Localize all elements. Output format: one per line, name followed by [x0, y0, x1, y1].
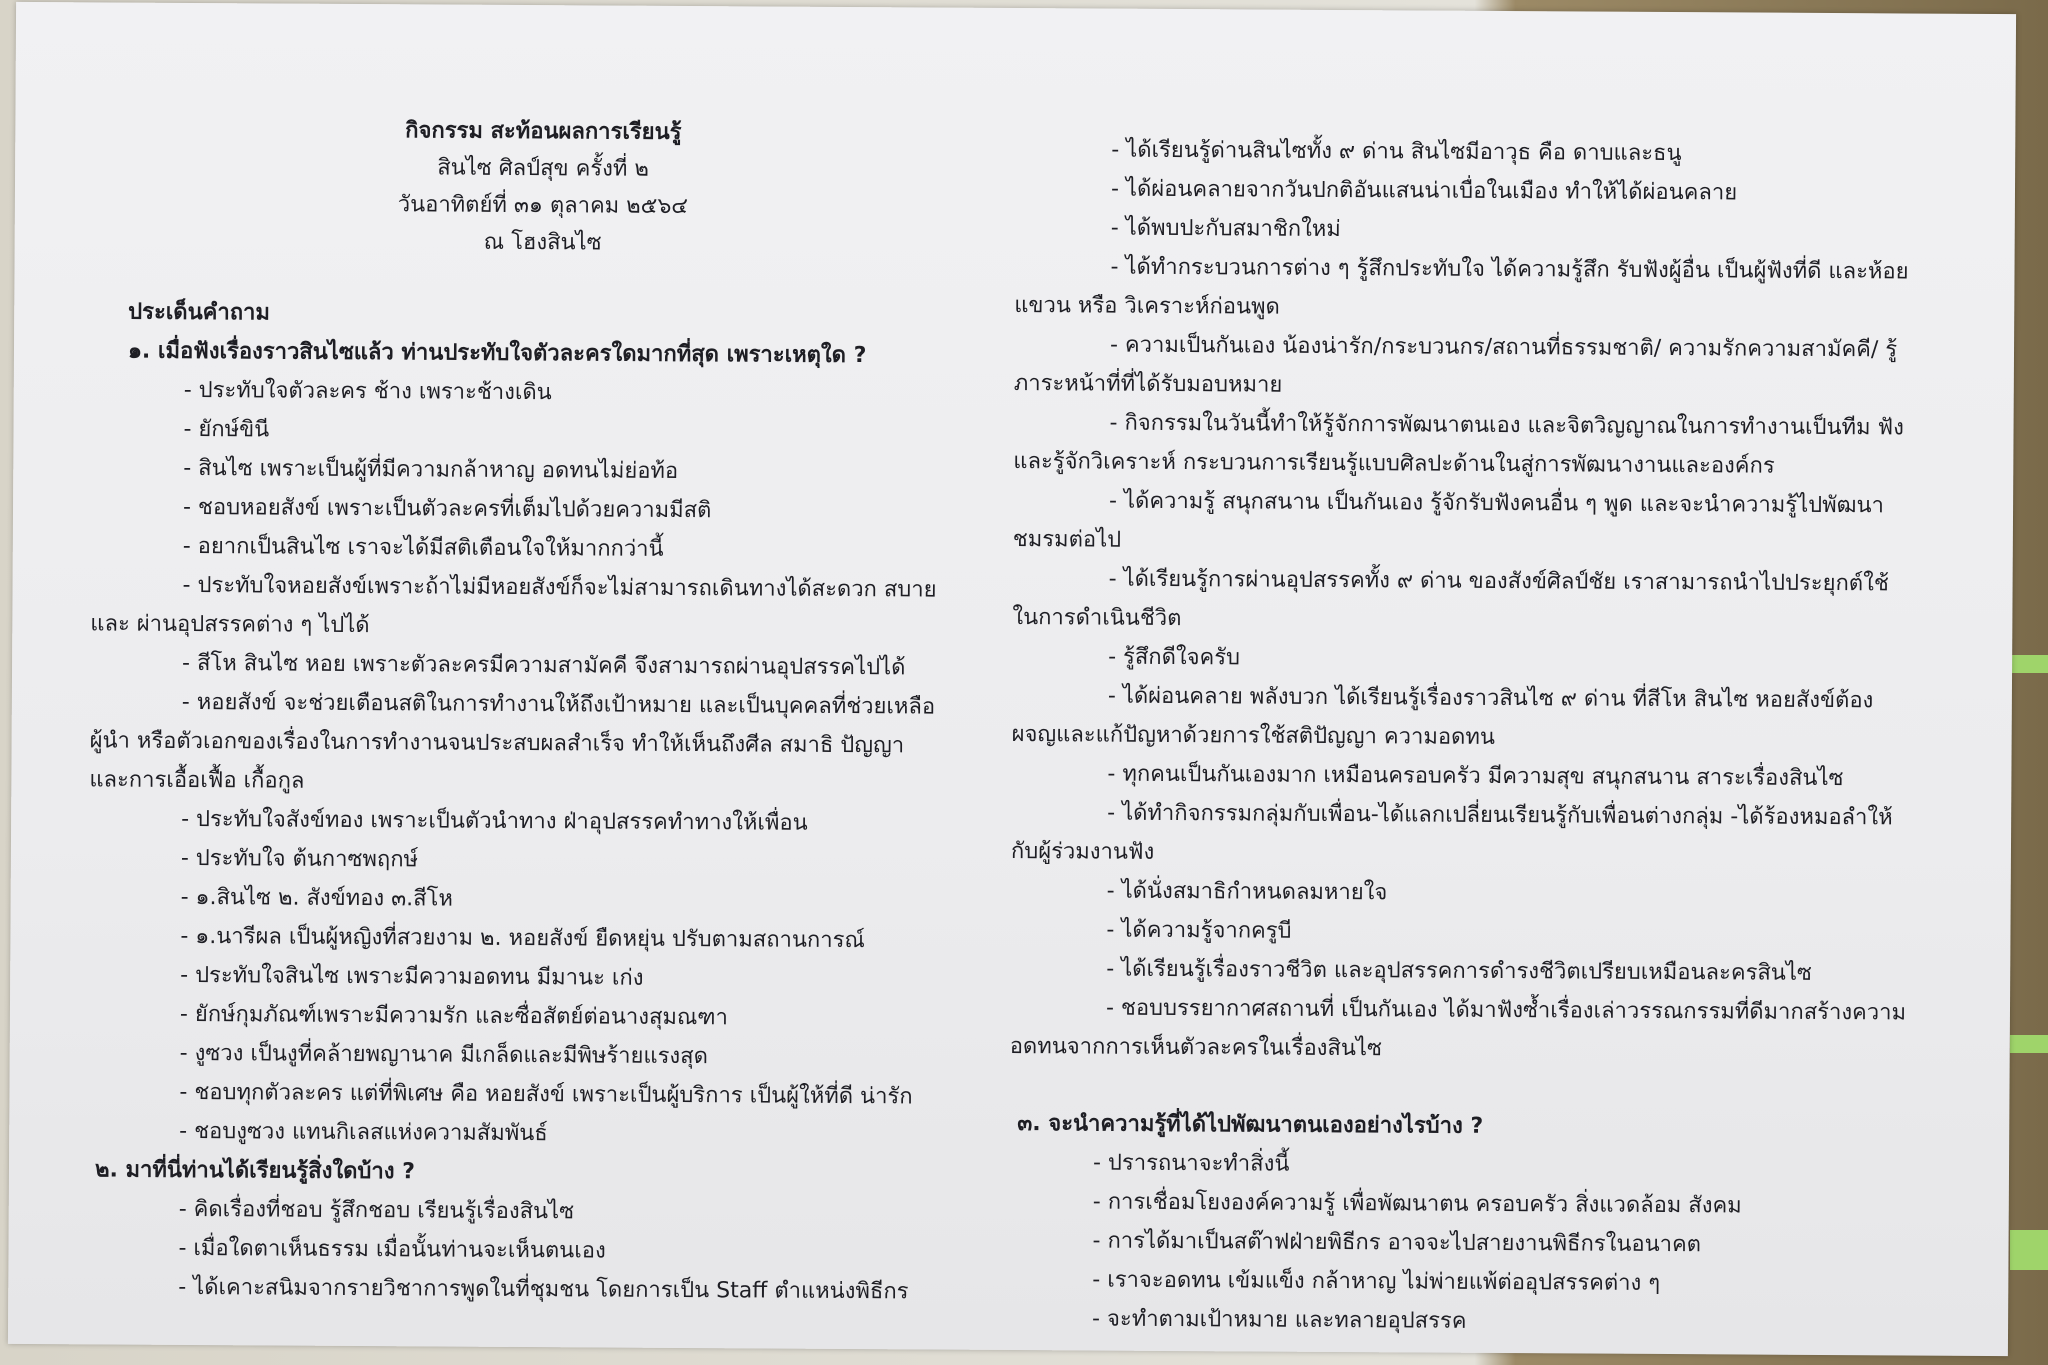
right-column [1008, 130, 1915, 1343]
background-green-strip [2010, 1035, 2048, 1053]
question-2: ๒. มาที่นี่ท่านได้เรียนรู้สิ่งใดบ้าง ? [94, 1157, 415, 1185]
list-item: - ประทับใจตัวละคร ช้าง เพราะช้างเดิน [183, 377, 552, 406]
list-item: - ได้เรียนรู้การผ่านอุปสรรคทั้ง ๙ ด่าน ของสังข์ศิลป์ชัย เราสามารถนำไปประยุกต์ใช้ในการดำเนินชีวิต [1012, 566, 1889, 632]
list-item: - ประทับใจ ต้นกาซพฤกษ์ [180, 845, 419, 873]
list-item: - ได้ผ่อนคลายจากวันปกติอันแสนน่าเบื่อในเมือง ทำให้ได้ผ่อนคลาย [1110, 176, 1738, 206]
list-item: - รู้สึกดีใจครับ [1108, 644, 1241, 671]
list-item: - กิจกรรมในวันนี้ทำให้รู้จักการพัฒนาตนเอง และจิตวิญญาณในการทำงานเป็นทีม ฟังและรู้จักวิเคราะห์ กระบวนการเรียนรู้แบบศิลปะด้านในสู่การพัฒนางานและองค์กร [1013, 410, 1904, 479]
section-label: ประเด็นคำถาม [128, 299, 271, 326]
list-item: - ยักษ์ขินี [183, 416, 270, 443]
question-3: ๓. จะนำความรู้ที่ได้ไปพัฒนาตนเองอย่างไรบ้าง ? [1017, 1111, 1484, 1139]
list-item: - ได้เรียนรู้เรื่องราวชีวิต และอุปสรรคการดำรงชีวิตเปรียบเหมือนละครสินไซ [1106, 956, 1812, 986]
list-item: - ได้ความรู้จากครูบี [1106, 917, 1292, 944]
list-item: - ได้ทำกระบวนการต่าง ๆ รู้สึกประทับใจ ได้ความรู้สึก รับฟังผู้อื่น เป็นผู้ฟังที่ดี และห้อยแขวน หรือ วิเคราะห์ก่อนพูด [1014, 254, 1909, 320]
list-item: - ปรารถนาจะทำสิ่งนี้ [1092, 1150, 1290, 1177]
background-green-strip [2010, 655, 2048, 673]
list-item: - การเชื่อมโยงองค์ความรู้ เพื่อพัฒนาตน ครอบครัว สิ่งแวดล้อม สังคม [1092, 1189, 1742, 1219]
list-item: - ได้เคาะสนิมจากรายวิชาการพูดในที่ชุมชน โดยการเป็น Staff ตำแหน่งพิธีกร [178, 1274, 909, 1305]
list-item: - ได้ผ่อนคลาย พลังบวก ได้เรียนรู้เรื่องราวสินไซ ๙ ด่าน ที่สีโห สินไซ หอยสังข์ต้องผจญและแก้ปัญหาด้วยการใช้สติปัญญา ความอดทน [1011, 683, 1874, 750]
list-item: - ประทับใจสังข์ทอง เพราะเป็นตัวนำทาง ฝ่าอุปสรรคทำทางให้เพื่อน [181, 806, 808, 836]
list-item: - สินไซ เพราะเป็นผู้ที่มีความกล้าหาญ อดทนไม่ย่อท้อ [183, 455, 679, 484]
list-item: - งูซวง เป็นงูที่คล้ายพญานาค มีเกล็ดและมีพิษร้ายแรงสุด [179, 1040, 708, 1070]
list-item: - ๑.นารีผล เป็นผู้หญิงที่สวยงาม ๒. หอยสังข์ ยืดหยุ่น ปรับตามสถานการณ์ [180, 923, 865, 954]
list-item: - ทุกคนเป็นกันเองมาก เหมือนครอบครัว มีความสุข สนุกสนาน สาระเรื่องสินไซ [1107, 761, 1844, 792]
list-item: - ๑.สินไซ ๒. สังข์ทอง ๓.สีโห [180, 884, 454, 912]
left-column [86, 110, 953, 1311]
list-item: - ได้นั่งสมาธิกำหนดลมหายใจ [1106, 878, 1388, 906]
document-header [133, 111, 954, 264]
list-item: - ความเป็นกันเอง น้องน่ารัก/กระบวนกร/สถานที่ธรรมชาติ/ ความรักความสามัคคี/ รู้ภาระหน้าที่ที่ได้รับมอบหมาย [1013, 332, 1898, 398]
list-item: - คิดเรื่องที่ชอบ รู้สึกชอบ เรียนรู้เรื่องสินไซ [178, 1196, 575, 1225]
list-item: - อยากเป็นสินไซ เราจะได้มีสติเตือนใจให้มากกว่านี้ [182, 533, 664, 562]
header-line-event: สินไซ ศิลป์สุข ครั้งที่ ๒ [437, 155, 649, 182]
header-line-place: ณ โฮงสินไซ [483, 229, 602, 256]
list-item: - ได้เรียนรู้ด่านสินไซทั้ง ๙ ด่าน สินไซมีอาวุธ คือ ดาบและธนู [1111, 137, 1682, 167]
list-item: - สีโห สินไซ หอย เพราะตัวละครมีความสามัคคี จึงสามารถผ่านอุปสรรคไปได้ [182, 650, 906, 681]
list-item: - หอยสังข์ จะช่วยเตือนสติในการทำงานให้ถึงเป้าหมาย และเป็นบุคคลที่ช่วยเหลือผู้นำ หรือตัวเอกของเรื่องในการทำงานจนประสบผลสำเร็จ ทำให้เห็นถึงศีล สมาธิ ปัญญา และการเอื้อเฟื้อ เกื้อกูล [89, 689, 936, 794]
list-item: - ชอบงูซวง แทนกิเลสแห่งความสัมพันธ์ [179, 1118, 548, 1147]
background-green-strip [2010, 1230, 2048, 1270]
list-item: - เราจะอดทน เข้มแข็ง กล้าหาญ ไม่พ่ายแพ้ต่ออุปสรรคต่าง ๆ [1092, 1267, 1661, 1296]
document-title: กิจกรรม สะท้อนผลการเรียนรู้ [405, 118, 682, 145]
list-item: - การได้มาเป็นสต๊าฟฝ่ายพิธีกร อาจจะไปสายงานพิธีกรในอนาคต [1092, 1228, 1702, 1258]
list-item: - ชอบหอยสังข์ เพราะเป็นตัวละครที่เต็มไปด้วยความมีสติ [182, 494, 712, 524]
list-item: - จะทำตามเป้าหมาย และทลายอุปสรรค [1092, 1306, 1467, 1334]
list-item: - ได้ทำกิจกรรมกลุ่มกับเพื่อน-ได้แลกเปลี่ยนเรียนรู้กับเพื่อนต่างกลุ่ม -ได้ร้องหมอลำให้กับผู้ร่วมงานฟัง [1010, 800, 1893, 865]
list-item: - ประทับใจสินไซ เพราะมีความอดทน มีมานะ เก่ง [180, 962, 644, 991]
list-item: - ประทับใจหอยสังข์เพราะถ้าไม่มีหอยสังข์ก็จะไม่สามารถเดินทางได้สะดวก สบาย และ ผ่านอุปสรรคต่าง ๆ ไปได้ [90, 572, 937, 639]
list-item: - เมื่อใดตาเห็นธรรม เมื่อนั้นท่านจะเห็นตนเอง [178, 1235, 606, 1264]
header-line-date: วันอาทิตย์ที่ ๓๑ ตุลาคม ๒๕๖๔ [397, 192, 689, 220]
list-item: - ชอบบรรยากาศสถานที่ เป็นกันเอง ได้มาฟังซ้ำเรื่องเล่าวรรณกรรมที่ดีมากสร้างความอดทนจากการเห็นตัวละครในเรื่องสินไซ [1009, 995, 1907, 1062]
question-1: ๑. เมื่อฟังเรื่องราวสินไซแล้ว ท่านประทับใจตัวละครใดมากที่สุด เพราะเหตุใด ? [127, 338, 867, 369]
document-page [8, 2, 2016, 1356]
list-item: - ชอบทุกตัวละคร แต่ที่พิเศษ คือ หอยสังข์ เพราะเป็นผู้บริการ เป็นผู้ให้ที่ดี น่ารัก [179, 1079, 913, 1110]
list-item: - ได้พบปะกับสมาชิกใหม่ [1110, 215, 1341, 243]
list-item: - ยักษ์กุมภัณฑ์เพราะมีความรัก และซื่อสัตย์ต่อนางสุมณฑา [179, 1001, 729, 1031]
list-item: - ได้ความรู้ สนุกสนาน เป็นกันเอง รู้จักรับฟังคนอื่น ๆ พูด และจะนำความรู้ไปพัฒนาชมรมต่อไป [1012, 488, 1885, 553]
